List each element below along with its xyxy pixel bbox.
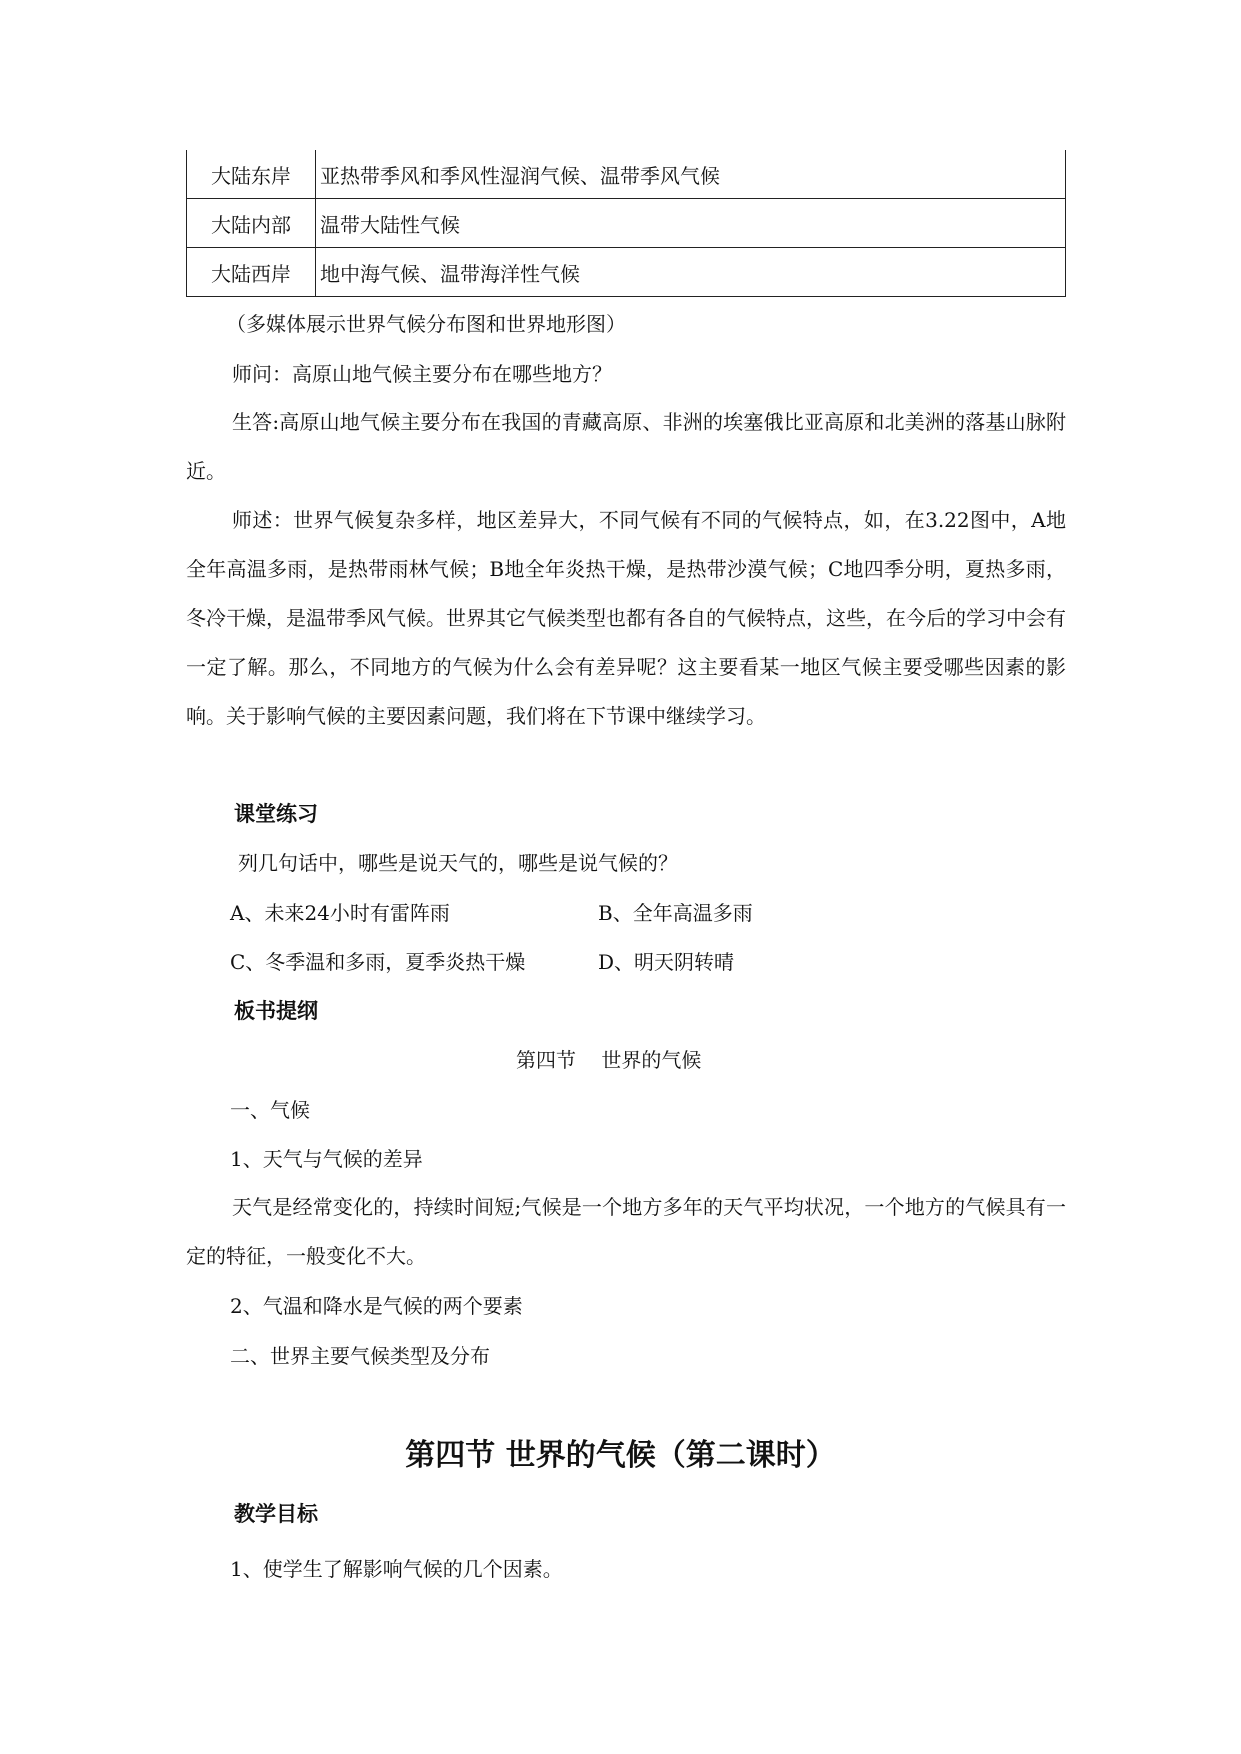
outline-item-climate: 一、气候 — [230, 1098, 310, 1122]
table-cell-climate-types: 地中海气候、温带海洋性气候 — [316, 248, 1066, 297]
outline-section-title: 第四节 世界的气候 — [516, 1048, 702, 1072]
table-row — [187, 150, 1066, 199]
teaching-goals-heading: 教学目标 — [234, 1502, 318, 1526]
outline-item-weather-vs-climate: 1、天气与气候的差异 — [230, 1147, 423, 1171]
climate-distribution-table — [186, 150, 1066, 297]
table-cell-region: 大陆西岸 — [187, 248, 316, 297]
teaching-goal-item: 1、使学生了解影响气候的几个因素。 — [230, 1557, 563, 1581]
teacher-statement: 师述：世界气候复杂多样，地区差异大，不同气候有不同的气候特点，如，在3.22图中，A地全年高温多雨，是热带雨林气候；B地全年炎热干燥，是热带沙漠气候；C地四季分明，夏热多雨，冬冷干燥，是温带季风气候。世界其它气候类型也都有各自的气候特点，这些，在今后的学习中会有一定了解。那么，不同地方的气候为什么会有差异呢？这主要看某一地区气候主要受哪些因素的影响。关于影响气候的主要因素问题，我们将在下节课中继续学习。 — [186, 508, 1066, 728]
outline-item-climate-types: 二、世界主要气候类型及分布 — [230, 1344, 490, 1368]
exercise-heading: 课堂练习 — [234, 802, 318, 826]
table-row — [187, 199, 1066, 248]
media-note: （多媒体展示世界气候分布图和世界地形图） — [226, 312, 626, 336]
exercise-option-c: C、冬季温和多雨，夏季炎热干燥 — [230, 950, 526, 974]
outline-explanation: 天气是经常变化的，持续时间短;气候是一个地方多年的天气平均状况，一个地方的气候具有一定的特征，一般变化不大。 — [186, 1195, 1066, 1268]
exercise-option-d: D、明天阴转晴 — [598, 950, 735, 974]
table-cell-climate-types: 亚热带季风和季风性湿润气候、温带季风气候 — [316, 150, 1066, 199]
table-cell-climate-types: 温带大陆性气候 — [316, 199, 1066, 248]
table-row — [187, 248, 1066, 297]
exercise-prompt: 列几句话中，哪些是说天气的，哪些是说气候的？ — [238, 851, 678, 875]
table-cell-region: 大陆内部 — [187, 199, 316, 248]
outline-item-elements: 2、气温和降水是气候的两个要素 — [230, 1294, 523, 1318]
student-answer: 生答:高原山地气候主要分布在我国的青藏高原、非洲的埃塞俄比亚高原和北美洲的落基山脉附近。 — [186, 410, 1066, 483]
outline-heading: 板书提纲 — [234, 999, 318, 1023]
exercise-option-a: A、未来24小时有雷阵雨 — [230, 901, 450, 925]
next-lesson-title: 第四节 世界的气候（第二课时） — [405, 1438, 836, 1473]
teacher-question: 师问：高原山地气候主要分布在哪些地方？ — [232, 362, 612, 386]
table-cell-region: 大陆东岸 — [187, 150, 316, 199]
exercise-option-b: B、全年高温多雨 — [598, 901, 753, 925]
